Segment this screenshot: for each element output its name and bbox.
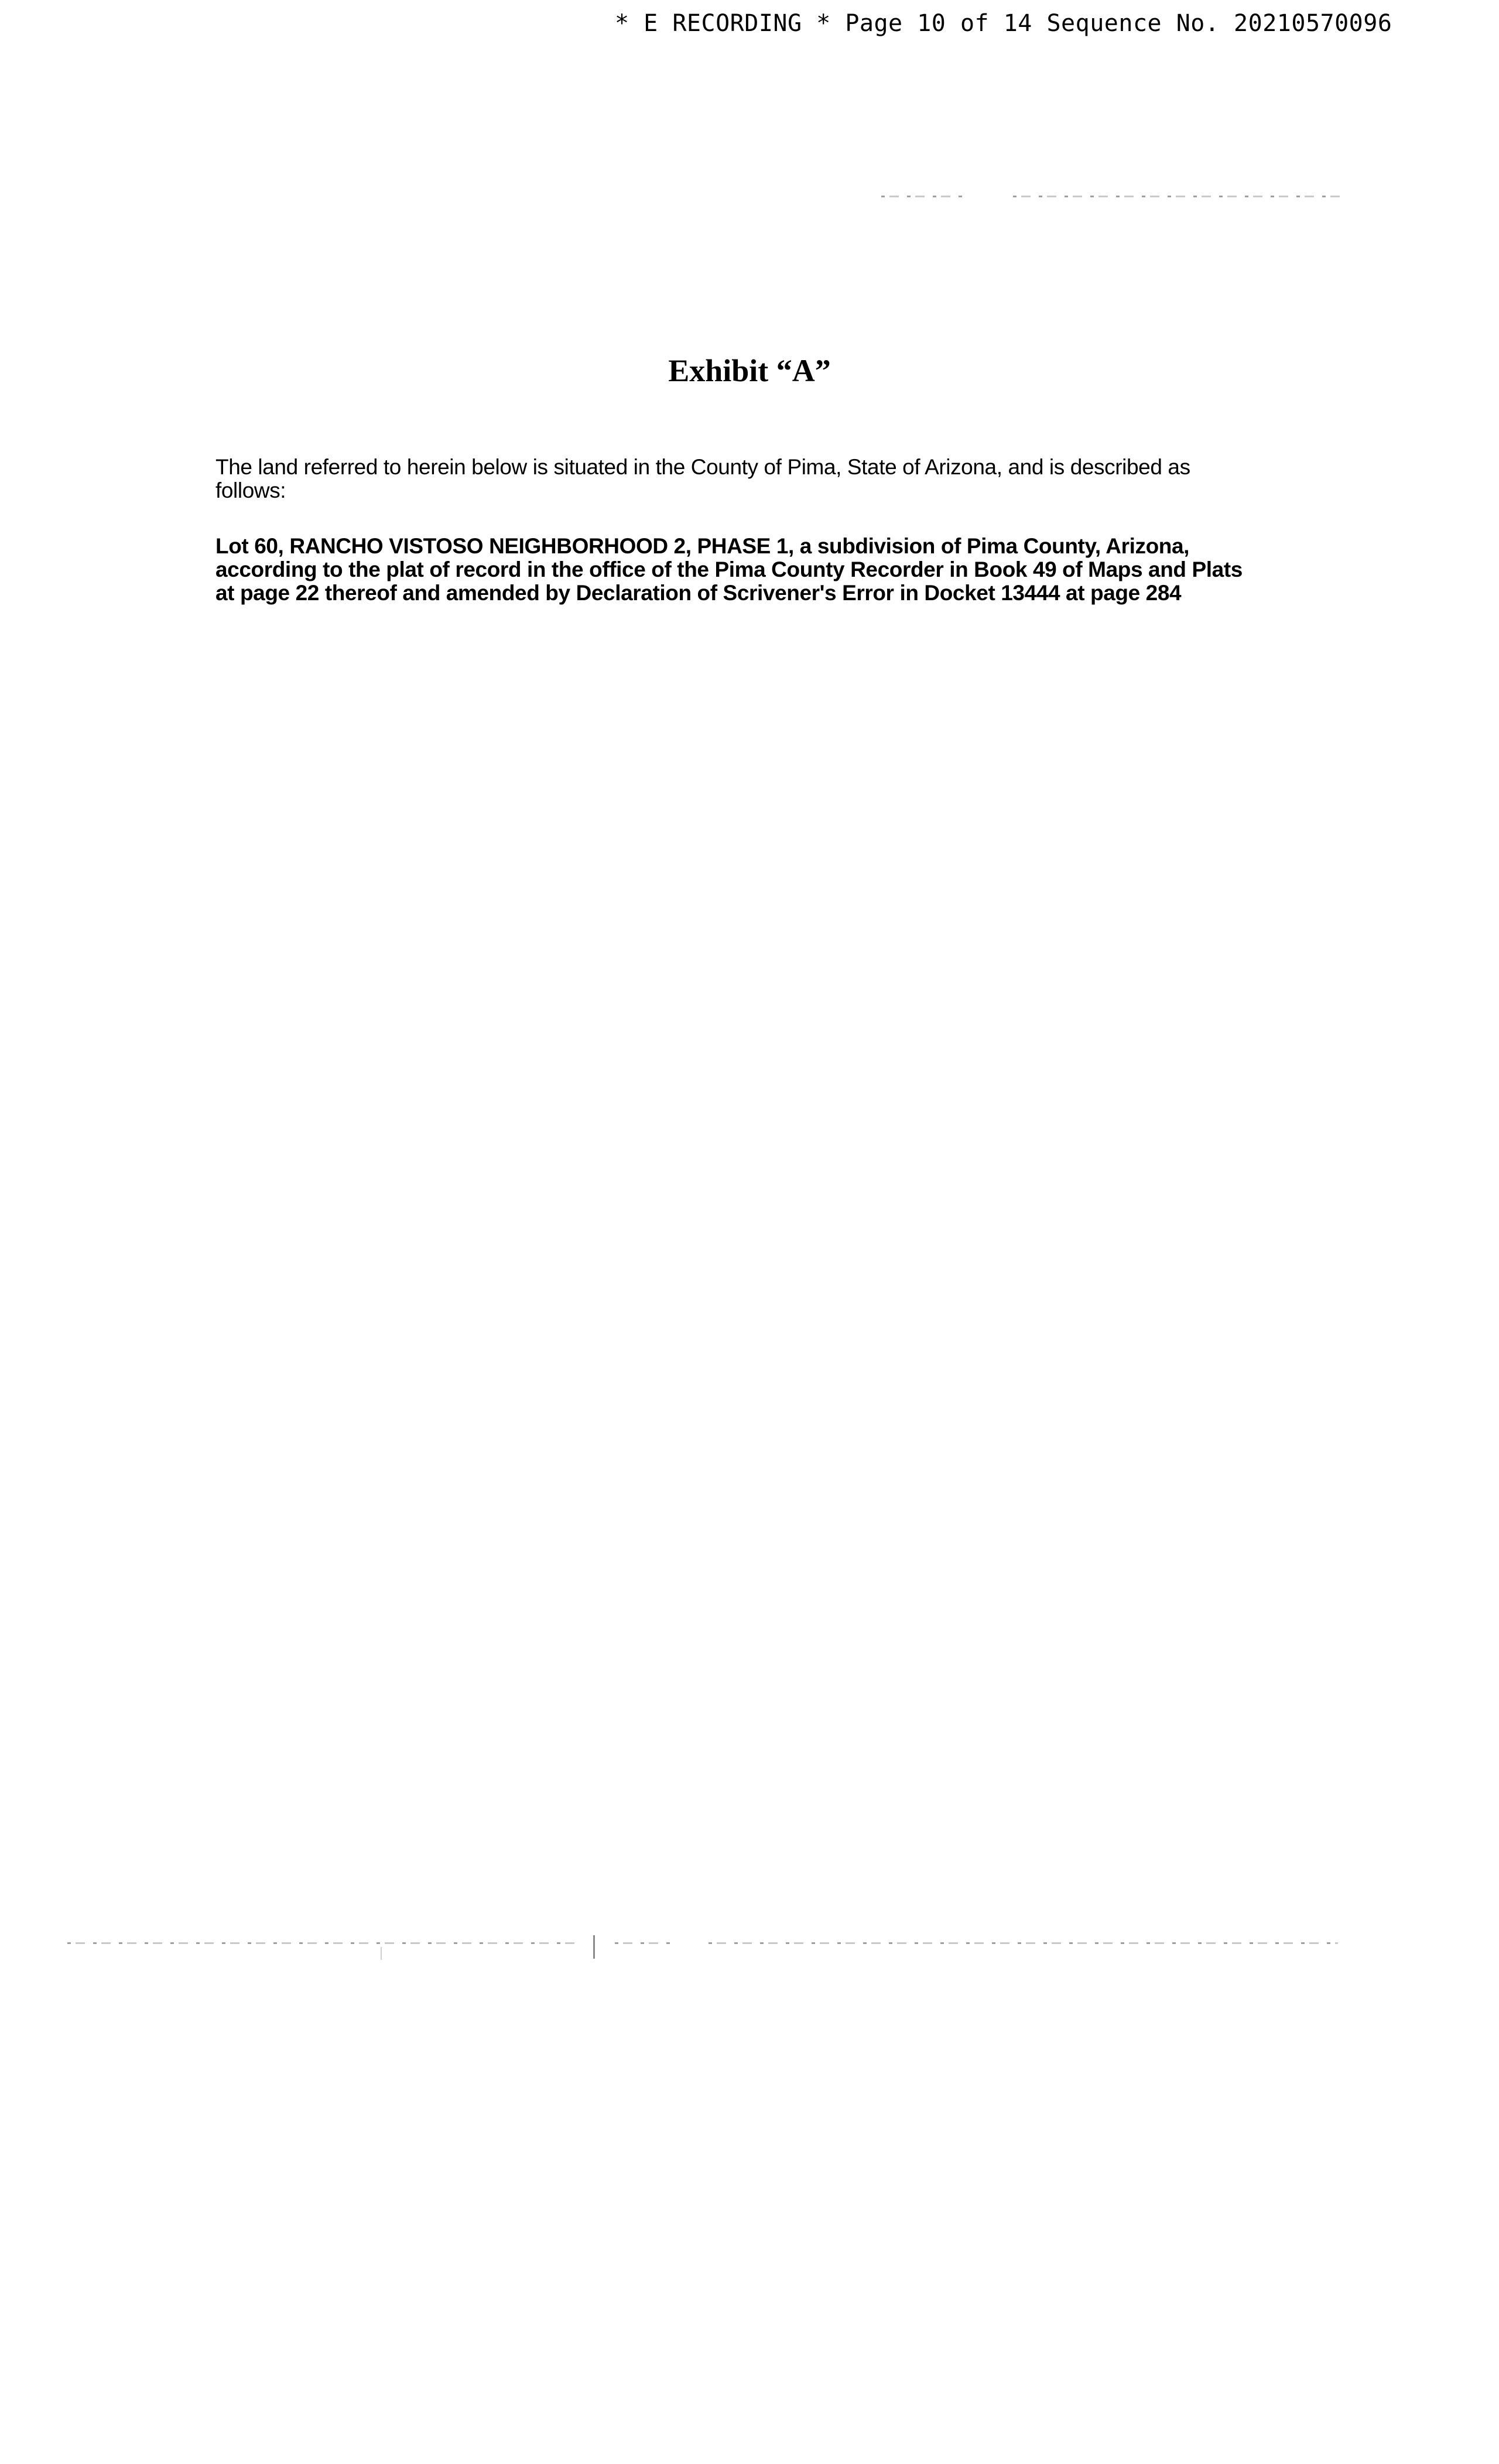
scan-artifact-tick bbox=[593, 1935, 595, 1959]
scan-artifact-line bbox=[881, 196, 963, 197]
scan-artifact-line bbox=[1013, 196, 1347, 197]
exhibit-title: Exhibit “A” bbox=[668, 353, 831, 388]
recording-stamp-header: * E RECORDING * Page 10 of 14 Sequence No. 20210570096 bbox=[615, 10, 1392, 37]
scan-artifact-line bbox=[615, 1942, 673, 1944]
legal-description: Lot 60, RANCHO VISTOSO NEIGHBORHOOD 2, PHASE 1, a subdivision of Pima County, Arizona, according to the plat of record in the office of the Pima County Recorder in Book 49 of Maps and Plats at page 22 thereof and amended by Declaration of Scrivener's Error in Docket 13444 at page 284 bbox=[215, 534, 1243, 605]
scan-artifact-line bbox=[67, 1942, 577, 1944]
scan-artifact-tick bbox=[381, 1947, 382, 1960]
scan-artifact-line bbox=[709, 1942, 1338, 1944]
intro-paragraph: The land referred to herein below is situated in the County of Pima, State of Arizona, and is described as follows: bbox=[215, 455, 1190, 502]
